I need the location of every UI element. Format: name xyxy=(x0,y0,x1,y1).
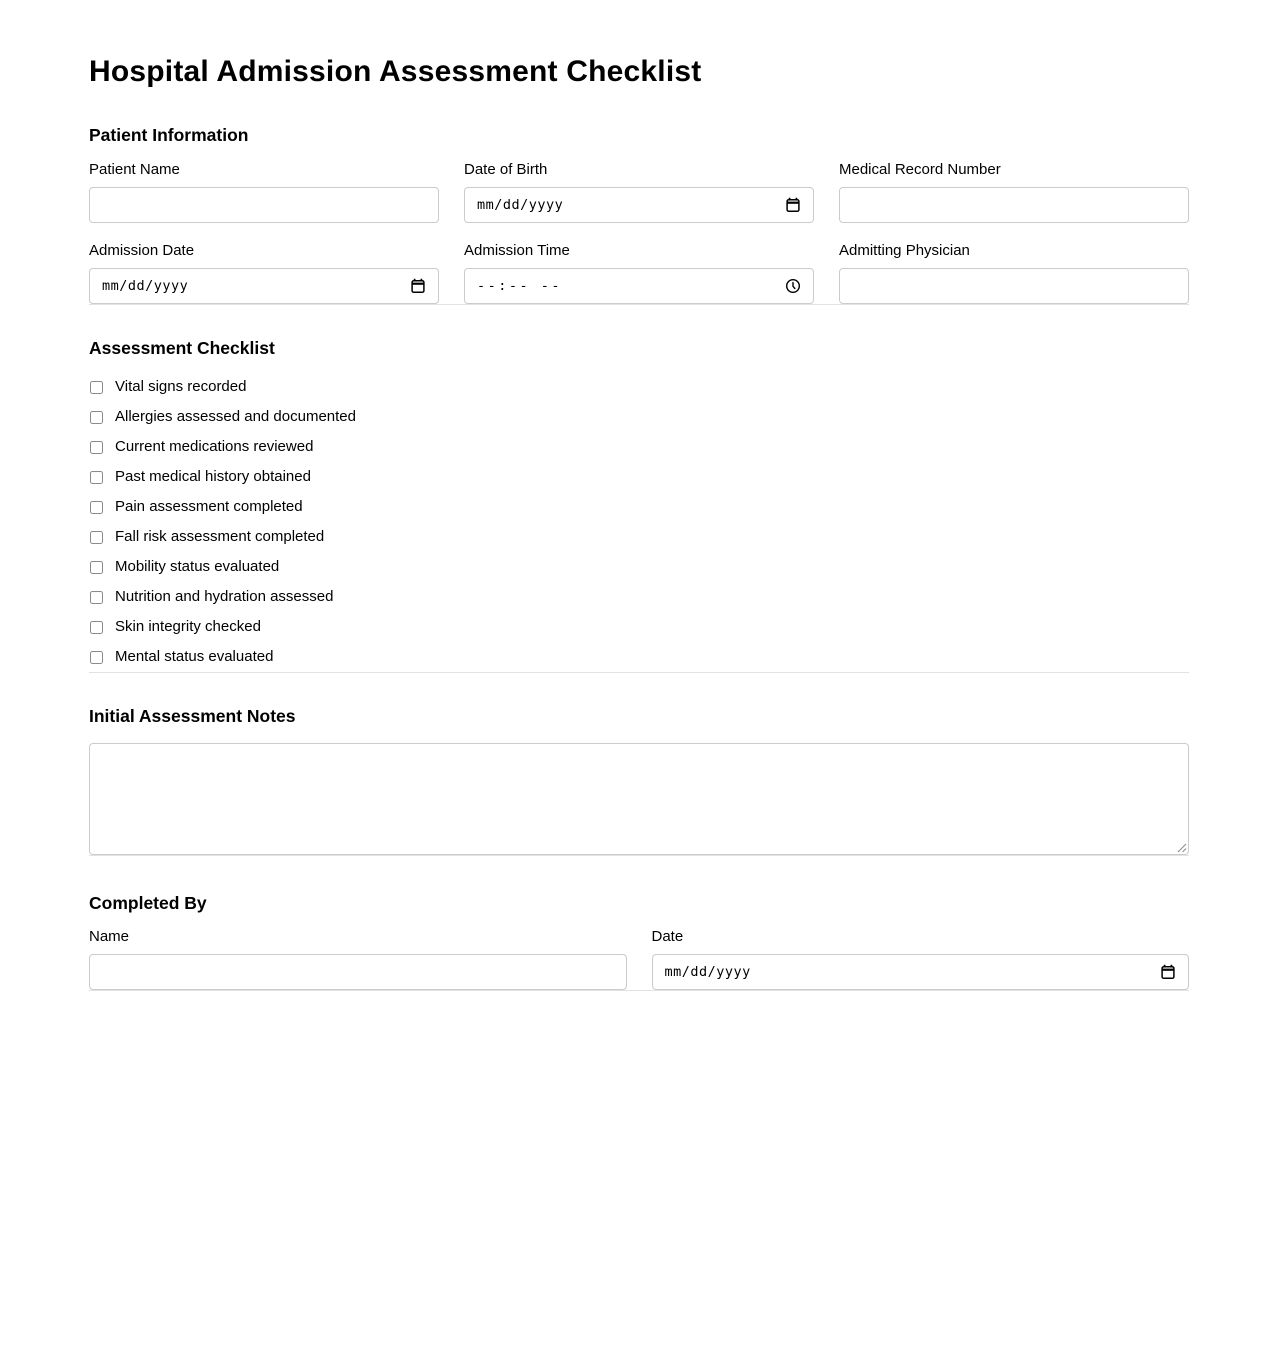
allergies-checkbox[interactable] xyxy=(90,411,103,424)
medical-record-number-label: Medical Record Number xyxy=(839,161,1001,178)
checklist-item-label[interactable]: Fall risk assessment completed xyxy=(115,528,325,545)
completed-by-grid xyxy=(89,928,1189,990)
section-divider xyxy=(89,672,1189,673)
notes-field xyxy=(89,743,1189,855)
field-completed-by-date xyxy=(652,928,1190,990)
section-divider xyxy=(89,304,1189,305)
admitting-physician-input[interactable] xyxy=(839,268,1189,304)
initial-assessment-notes-textarea[interactable] xyxy=(89,743,1189,855)
section-heading-completed-by: Completed By xyxy=(89,893,207,913)
checklist-item-label[interactable]: Allergies assessed and documented xyxy=(115,408,356,425)
date-placeholder: mm/dd/yyyy xyxy=(102,278,189,294)
checklist-item-label[interactable]: Pain assessment completed xyxy=(115,498,303,515)
checklist-item-label[interactable]: Mental status evaluated xyxy=(115,648,274,665)
completed-by-date-input[interactable] xyxy=(652,954,1190,990)
patient-name-input[interactable] xyxy=(89,187,439,223)
patient-info-grid xyxy=(89,161,1189,304)
checklist-item-label[interactable]: Nutrition and hydration assessed xyxy=(115,588,334,605)
admission-time-label: Admission Time xyxy=(464,242,570,259)
date-of-birth-label: Date of Birth xyxy=(464,161,548,178)
time-placeholder: --:-- -- xyxy=(477,278,563,294)
checklist-item-past-medical-history xyxy=(89,462,1189,492)
section-heading-assessment-checklist: Assessment Checklist xyxy=(89,338,275,358)
checklist-item-fall-risk xyxy=(89,522,1189,552)
checklist-item-label[interactable]: Skin integrity checked xyxy=(115,618,261,635)
calendar-icon[interactable] xyxy=(785,197,801,213)
medical-record-number-input[interactable] xyxy=(839,187,1189,223)
checklist-item-nutrition-hydration xyxy=(89,582,1189,612)
current-medications-checkbox[interactable] xyxy=(90,441,103,454)
resize-grip-icon[interactable] xyxy=(1176,842,1187,853)
admission-form-page xyxy=(0,55,1278,991)
mental-status-checkbox[interactable] xyxy=(90,651,103,664)
admission-date-input[interactable] xyxy=(89,268,439,304)
calendar-icon[interactable] xyxy=(410,278,426,294)
checklist-item-vital-signs xyxy=(89,372,1189,402)
checklist-item-pain-assessment xyxy=(89,492,1189,522)
admission-time-input[interactable] xyxy=(464,268,814,304)
completed-by-date-label: Date xyxy=(651,928,684,945)
mobility-status-checkbox[interactable] xyxy=(90,561,103,574)
completed-by-name-label: Name xyxy=(89,928,130,945)
field-admission-time xyxy=(464,242,814,304)
assessment-checklist xyxy=(89,372,1189,672)
page-title: Hospital Admission Assessment Checklist xyxy=(89,55,702,88)
checklist-item-label[interactable]: Past medical history obtained xyxy=(115,468,311,485)
checklist-item-allergies xyxy=(89,402,1189,432)
checklist-item-label[interactable]: Current medications reviewed xyxy=(115,438,314,455)
checklist-item-current-medications xyxy=(89,432,1189,462)
patient-name-label: Patient Name xyxy=(89,161,180,178)
field-patient-name xyxy=(89,161,439,223)
fall-risk-checkbox[interactable] xyxy=(90,531,103,544)
field-medical-record-number xyxy=(839,161,1189,223)
field-admission-date xyxy=(89,242,439,304)
field-date-of-birth xyxy=(464,161,814,223)
completed-by-name-input[interactable] xyxy=(89,954,627,990)
checklist-item-mental-status xyxy=(89,642,1189,672)
date-placeholder: mm/dd/yyyy xyxy=(664,964,751,980)
clock-icon[interactable] xyxy=(785,278,801,294)
vital-signs-checkbox[interactable] xyxy=(90,381,103,394)
admitting-physician-label: Admitting Physician xyxy=(839,242,970,259)
field-admitting-physician xyxy=(839,242,1189,304)
date-of-birth-input[interactable] xyxy=(464,187,814,223)
field-completed-by-name xyxy=(89,928,627,990)
checklist-item-label[interactable]: Mobility status evaluated xyxy=(115,558,280,575)
section-heading-initial-assessment-notes: Initial Assessment Notes xyxy=(89,706,296,726)
section-divider xyxy=(89,855,1189,856)
admission-date-label: Admission Date xyxy=(89,242,195,259)
date-placeholder: mm/dd/yyyy xyxy=(477,197,564,213)
pain-assessment-checkbox[interactable] xyxy=(90,501,103,514)
skin-integrity-checkbox[interactable] xyxy=(90,621,103,634)
calendar-icon[interactable] xyxy=(1160,964,1176,980)
past-medical-history-checkbox[interactable] xyxy=(90,471,103,484)
checklist-item-skin-integrity xyxy=(89,612,1189,642)
checklist-item-label[interactable]: Vital signs recorded xyxy=(115,378,247,395)
nutrition-hydration-checkbox[interactable] xyxy=(90,591,103,604)
section-heading-patient-information: Patient Information xyxy=(89,125,249,145)
section-divider xyxy=(89,990,1189,991)
checklist-item-mobility-status xyxy=(89,552,1189,582)
